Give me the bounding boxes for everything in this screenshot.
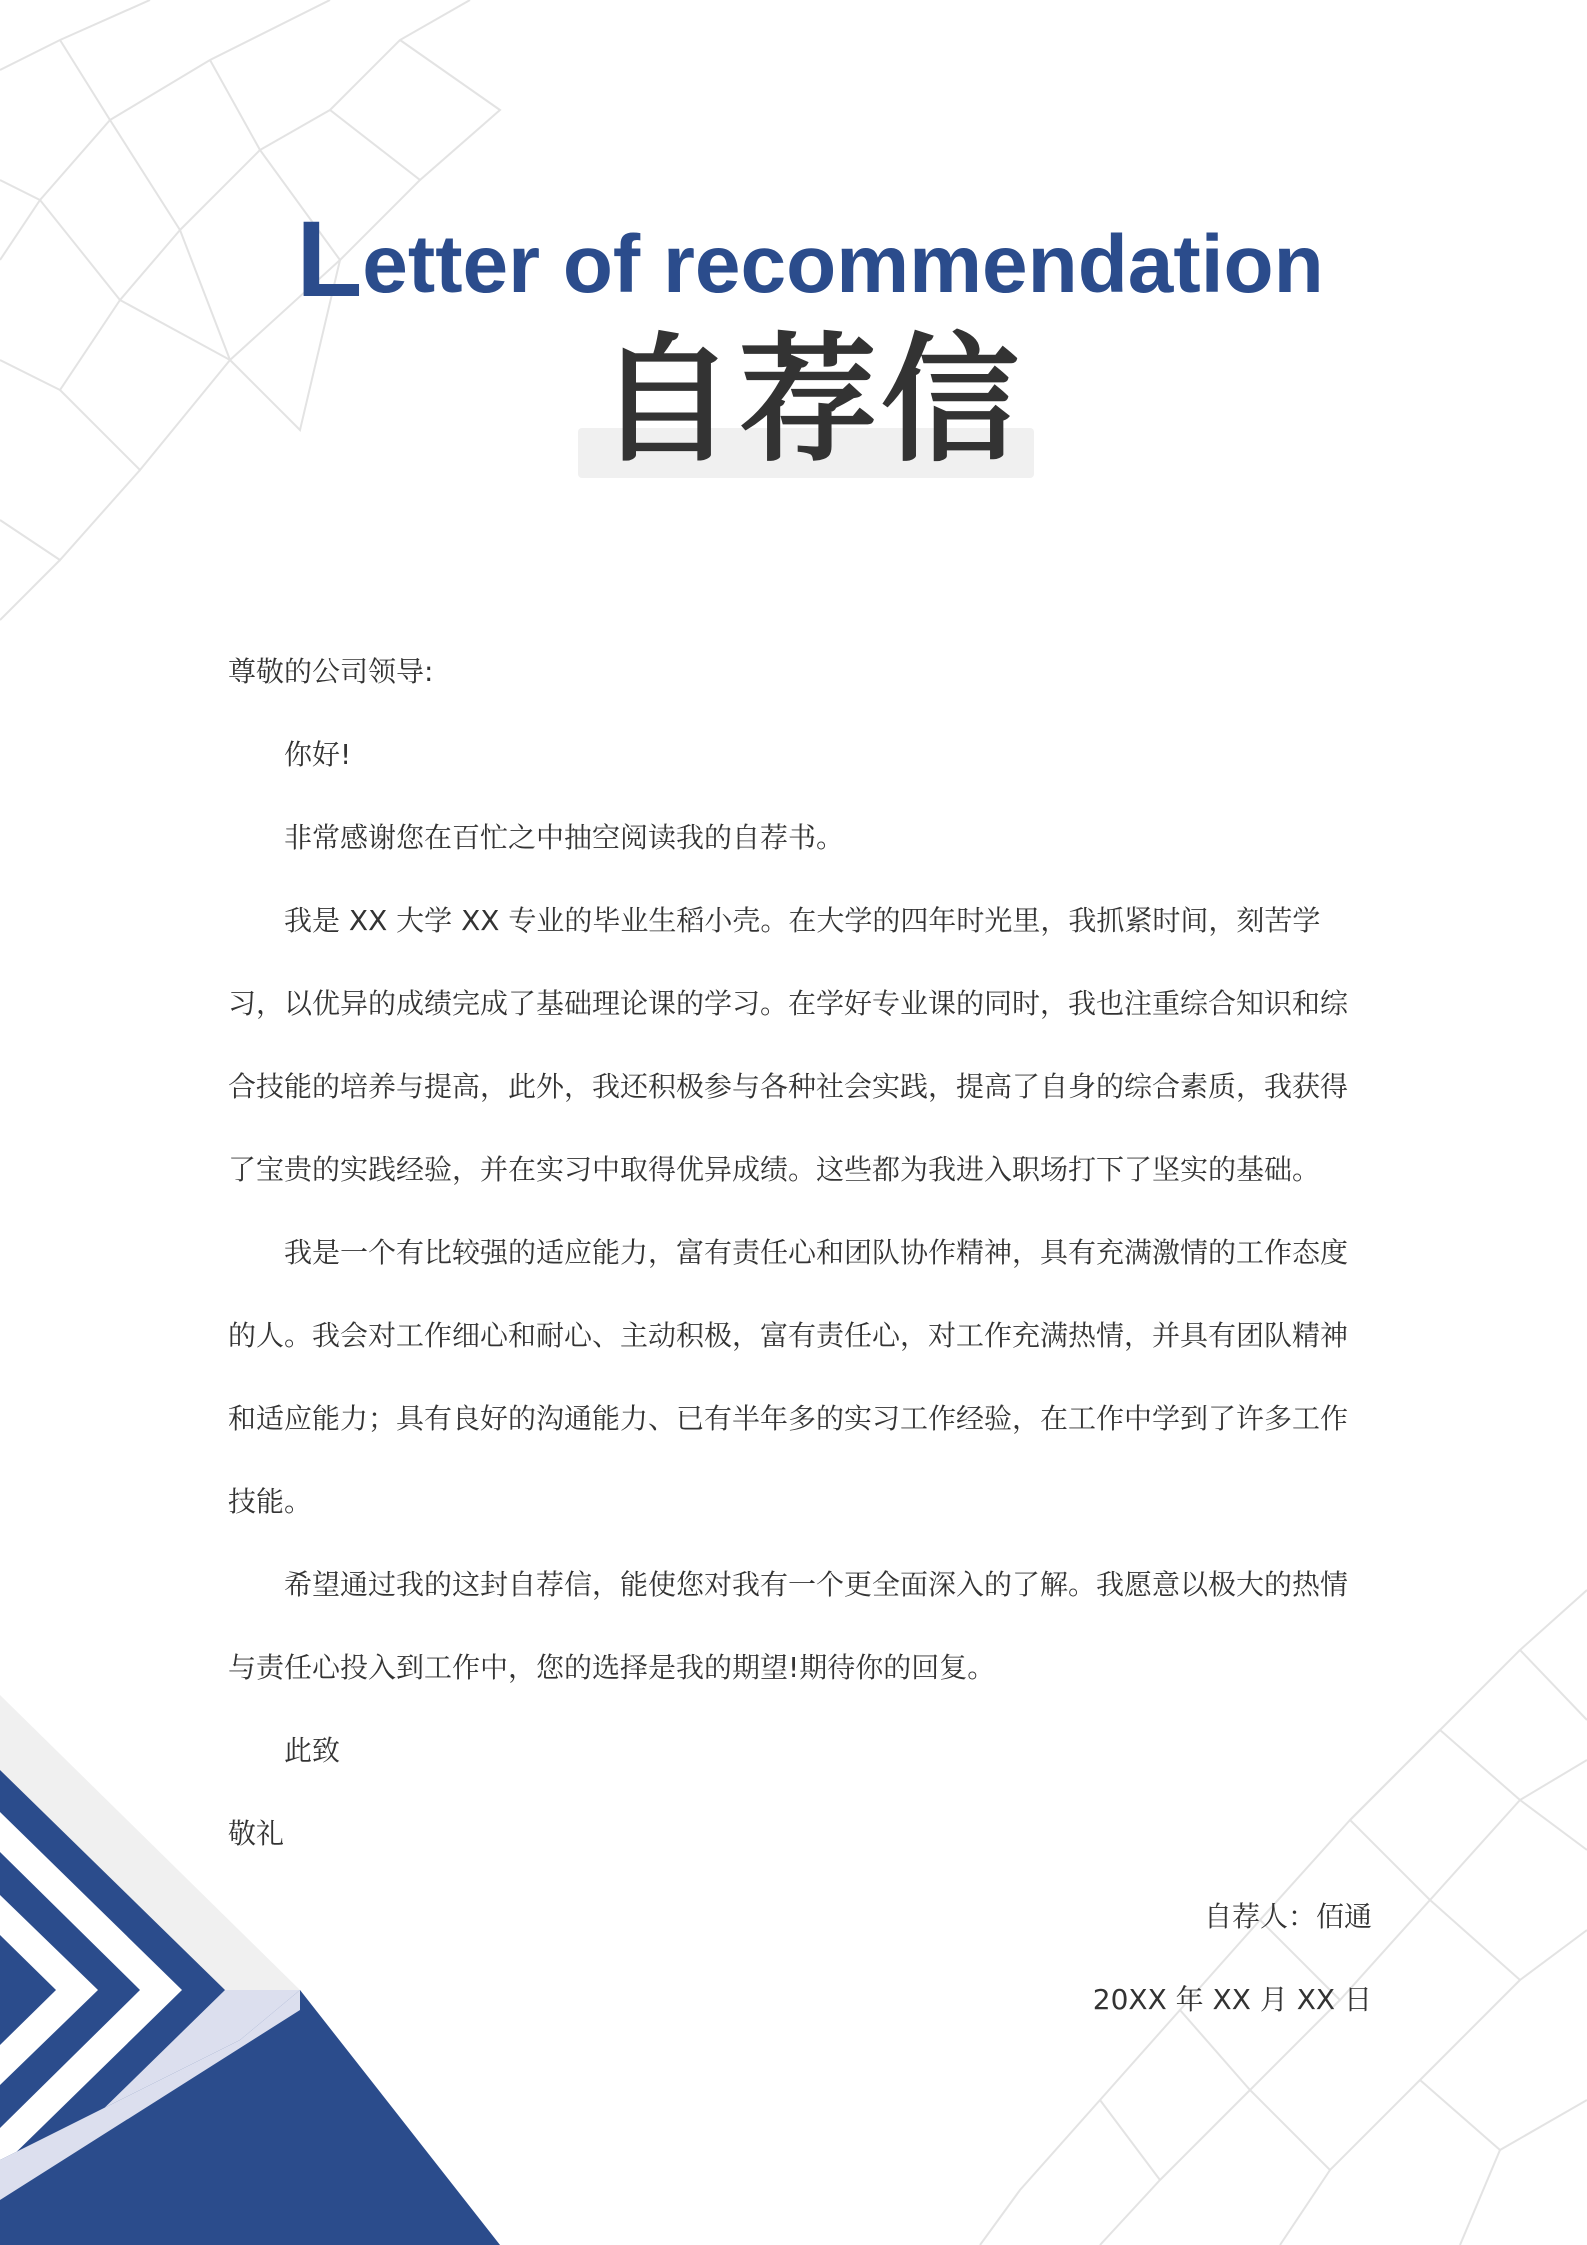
title-english-initial: L — [296, 198, 363, 319]
paragraph-education: 我是 XX 大学 XX 专业的毕业生稻小壳。在大学的四年时光里，我抓紧时间，刻苦学习，以优异的成绩完成了基础理论课的学习。在学好专业课的同时，我也注重综合知识和综合技能的培养与提高，此外，我还积极参与各种社会实践，提高了自身的综合素质，我获得了宝贵的实践经验，并在实习中取得优异成绩。这些都为我进入职场打下了坚实的基础。 — [228, 904, 1349, 1186]
salutation: 尊敬的公司领导: — [228, 655, 434, 688]
paragraph-hope: 希望通过我的这封自荐信，能使您对我有一个更全面深入的了解。我愿意以极大的热情与责任心投入到工作中，您的选择是我的期望!期待你的回复。 — [228, 1568, 1349, 1684]
date: 20XX 年 XX 月 XX 日 — [1092, 1983, 1372, 2016]
paragraph-personality: 我是一个有比较强的适应能力，富有责任心和团队协作精神，具有充满激情的工作态度的人。我会对工作细心和耐心、主动积极，富有责任心，对工作充满热情，并具有团队精神和适应能力；具有良好的沟通能力、已有半年多的实习工作经验，在工作中学到了许多工作技能。 — [228, 1236, 1349, 1518]
greeting: 你好! — [284, 738, 352, 771]
closing-line-1: 此致 — [284, 1734, 341, 1767]
title-english-rest: etter of recommendation — [362, 219, 1324, 310]
signature: 自荐人：佰通 — [1203, 1900, 1372, 1933]
title-english — [0, 198, 1587, 319]
closing-line-2: 敬礼 — [228, 1817, 285, 1850]
paragraph-thanks: 非常感谢您在百忙之中抽空阅读我的自荐书。 — [284, 821, 845, 854]
title-chinese: 自荐信 — [596, 320, 1023, 481]
letter-body — [228, 630, 1372, 2041]
